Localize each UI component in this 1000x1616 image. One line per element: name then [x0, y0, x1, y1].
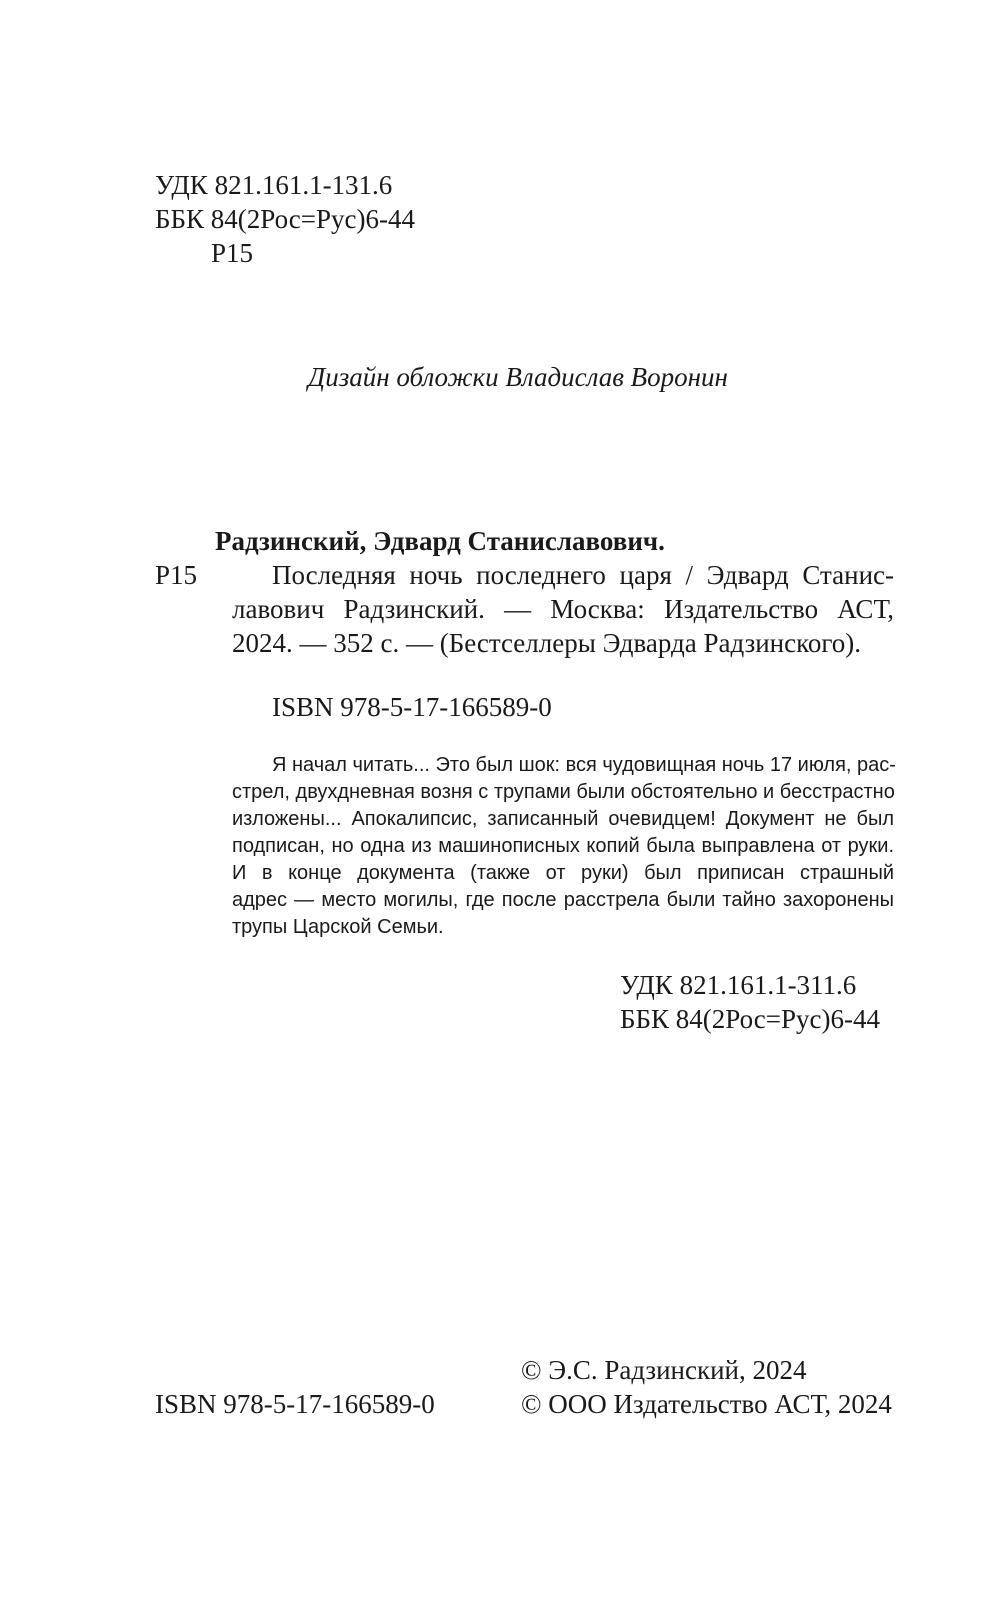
annotation-line: изложены... Апокалипсис, записанный очевидцем! Документ не был: [232, 808, 894, 830]
cover-design-credit: Дизайн обложки Владислав Воронин: [308, 362, 728, 392]
annotation-line: Я начал читать... Это был шок: вся чудовищная ночь 17 июля, рас-: [272, 754, 896, 776]
copyright-block: [521, 1353, 892, 1421]
annotation-line: адрес — место могилы, где после расстрела были тайно захоронены: [232, 889, 894, 911]
bibliographic-line: Последняя ночь последнего царя / Эдвард Станис-: [272, 560, 894, 590]
copyright-publisher: © ООО Издательство АСТ, 2024: [521, 1389, 892, 1419]
copyright-author: © Э.С. Радзинский, 2024: [521, 1355, 807, 1385]
bibliographic-line: лавович Радзинский. — Москва: Издательство АСТ,: [232, 594, 894, 624]
isbn-main: ISBN 978-5-17-166589-0: [272, 692, 552, 722]
annotation-line: трупы Царской Семьи.: [232, 916, 444, 938]
author-mark: Р15: [211, 238, 254, 268]
bibliographic-line: 2024. — 352 с. — (Бестселлеры Эдварда Радзинского).: [232, 628, 862, 658]
classification-bottom: [620, 968, 880, 1036]
udk-code-bottom: УДК 821.161.1-311.6: [620, 970, 857, 1000]
isbn-footer: ISBN 978-5-17-166589-0: [155, 1389, 435, 1419]
author-heading: Радзинский, Эдвард Станиславович.: [215, 526, 665, 556]
annotation-line: подписан, но одна из машинописных копий была выправлена от руки.: [232, 835, 894, 857]
udk-code: УДК 821.161.1-131.6: [155, 170, 393, 200]
annotation-line: И в конце документа (также от руки) был приписан страшный: [232, 862, 894, 884]
classification-top: [155, 168, 415, 270]
bbk-code-bottom: ББК 84(2Рос=Рус)6-44: [620, 1004, 880, 1034]
bbk-code: ББК 84(2Рос=Рус)6-44: [155, 204, 415, 234]
annotation-line: стрел, двухдневная возня с трупами были обстоятельно и бесстрастно: [232, 781, 895, 803]
author-mark-side: Р15: [155, 560, 198, 590]
